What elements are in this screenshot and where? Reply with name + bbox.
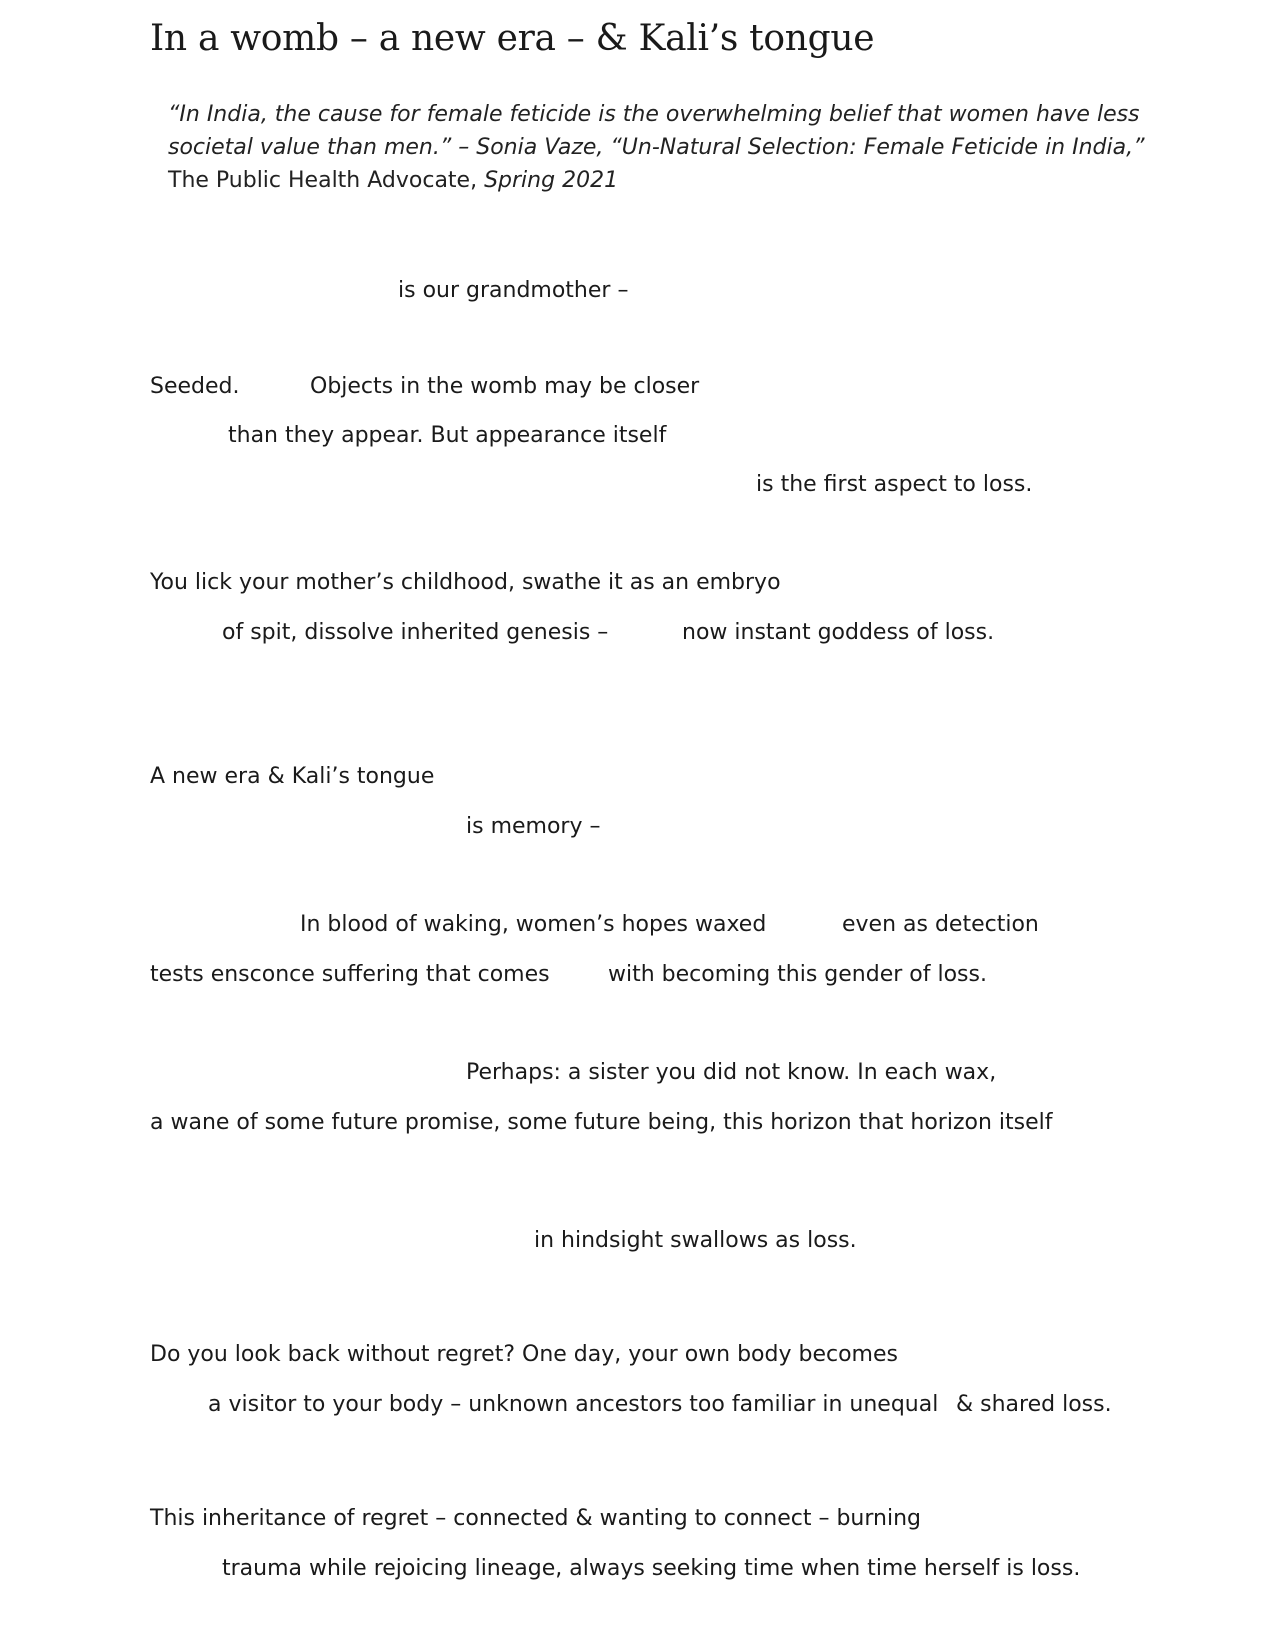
poem-line: a visitor to your body – unknown ancestors too familiar in unequal <box>208 1392 939 1417</box>
poem-line: Objects in the womb may be closer <box>310 374 700 399</box>
poem-line: a wane of some future promise, some future being, this horizon that horizon itself <box>150 1110 1053 1135</box>
epigraph-source <box>168 164 1108 197</box>
poem-line: with becoming this gender of loss. <box>608 962 987 987</box>
epigraph-date: Spring 2021 <box>477 168 619 193</box>
poem-line: Do you look back without regret? One day, your own body becomes <box>150 1342 898 1367</box>
poem-line: Perhaps: a sister you did not know. In each wax, <box>466 1060 997 1085</box>
poem-line: A new era & Kali’s tongue <box>150 764 435 789</box>
poem-title: In a womb – a new era – & Kali’s tongue <box>150 18 875 59</box>
epigraph-line: “In India, the cause for female feticide is the overwhelming belief that women have less <box>168 102 1140 127</box>
poem-line: than they appear. But appearance itself <box>228 423 667 448</box>
poem-line: Seeded. <box>150 374 240 399</box>
poem-line: is memory – <box>466 814 601 839</box>
poem-line: is the first aspect to loss. <box>756 472 1033 497</box>
epigraph-line: societal value than men.” – Sonia Vaze, “Un-Natural Selection: Female Feticide in India,” <box>168 135 1145 160</box>
poem-line: tests ensconce suffering that comes <box>150 962 550 987</box>
poem-line: & shared loss. <box>956 1392 1112 1417</box>
poem-line: of spit, dissolve inherited genesis – <box>222 620 609 645</box>
poem-line: trauma while rejoicing lineage, always seeking time when time herself is loss. <box>222 1556 1081 1581</box>
poem-line: You lick your mother’s childhood, swathe it as an embryo <box>150 570 781 595</box>
poem-line: is our grandmother – <box>398 278 629 303</box>
poem-line: In blood of waking, women’s hopes waxed <box>300 912 767 937</box>
poem-line: in hindsight swallows as loss. <box>534 1228 857 1253</box>
epigraph <box>168 98 1145 197</box>
poem-line: now instant goddess of loss. <box>682 620 995 645</box>
epigraph-publication: The Public Health Advocate, <box>168 168 478 193</box>
poem-line: even as detection <box>842 912 1039 937</box>
poem-line: This inheritance of regret – connected & wanting to connect – burning <box>150 1506 921 1531</box>
